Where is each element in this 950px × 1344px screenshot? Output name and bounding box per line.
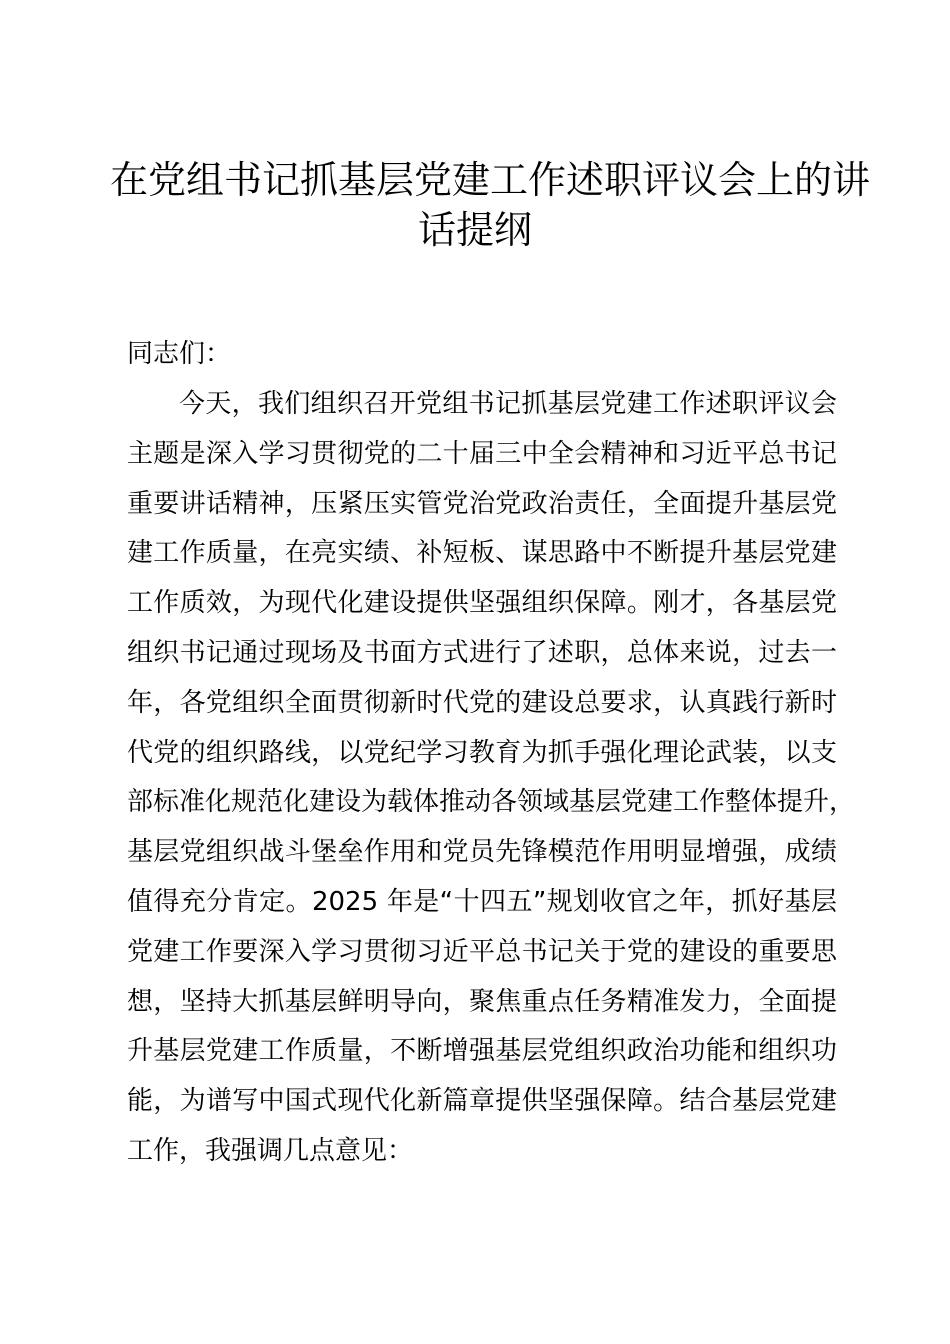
- paragraph-line: 想，坚持大抓基层鲜明导向，聚焦重点任务精准发力，全面提: [127, 986, 837, 1017]
- paragraph-line: 升基层党建工作质量，不断增强基层党组织政治功能和组织功: [127, 1036, 837, 1067]
- paragraph-line: 组织书记通过现场及书面方式进行了述职，总体来说，过去一: [127, 637, 837, 668]
- paragraph-line: 今天，我们组织召开党组书记抓基层党建工作述职评议会: [179, 389, 837, 419]
- paragraph-line: 年，各党组织全面贯彻新时代党的建设总要求，认真践行新时: [127, 687, 837, 718]
- document-title: [110, 155, 871, 255]
- body-paragraph: [127, 384, 856, 1181]
- paragraph-line: 党建工作要深入学习贯彻习近平总书记关于党的建设的重要思: [127, 936, 837, 967]
- paragraph-line: 主题是深入学习贯彻党的二十届三中全会精神和习近平总书记: [127, 438, 837, 469]
- paragraph-line: 代党的组织路线，以党纪学习教育为抓手强化理论武装，以支: [127, 737, 837, 768]
- paragraph-line: 工作质效，为现代化建设提供坚强组织保障。刚才，各基层党: [127, 588, 837, 619]
- paragraph-line: 工作，我强调几点意见：: [127, 1135, 414, 1166]
- greeting: 同志们：: [127, 339, 232, 369]
- title-line: 话提纲: [417, 208, 532, 252]
- paragraph-line: 能，为谱写中国式现代化新篇章提供坚强保障。结合基层党建: [127, 1086, 837, 1117]
- title-line: 在党组书记抓基层党建工作述职评议会上的讲: [110, 158, 871, 202]
- paragraph-line: 重要讲话精神，压紧压实管党治党政治责任，全面提升基层党: [127, 488, 837, 519]
- paragraph-line: 基层党组织战斗堡垒作用和党员先锋模范作用明显增强，成绩: [127, 837, 837, 868]
- paragraph-line: 建工作质量，在亮实绩、补短板、谋思路中不断提升基层党建: [127, 538, 837, 569]
- paragraph-line: 值得充分肯定。2025 年是“十四五”规划收官之年，抓好基层: [127, 886, 837, 917]
- paragraph-line: 部标准化规范化建设为载体推动各领域基层党建工作整体提升，: [127, 787, 856, 818]
